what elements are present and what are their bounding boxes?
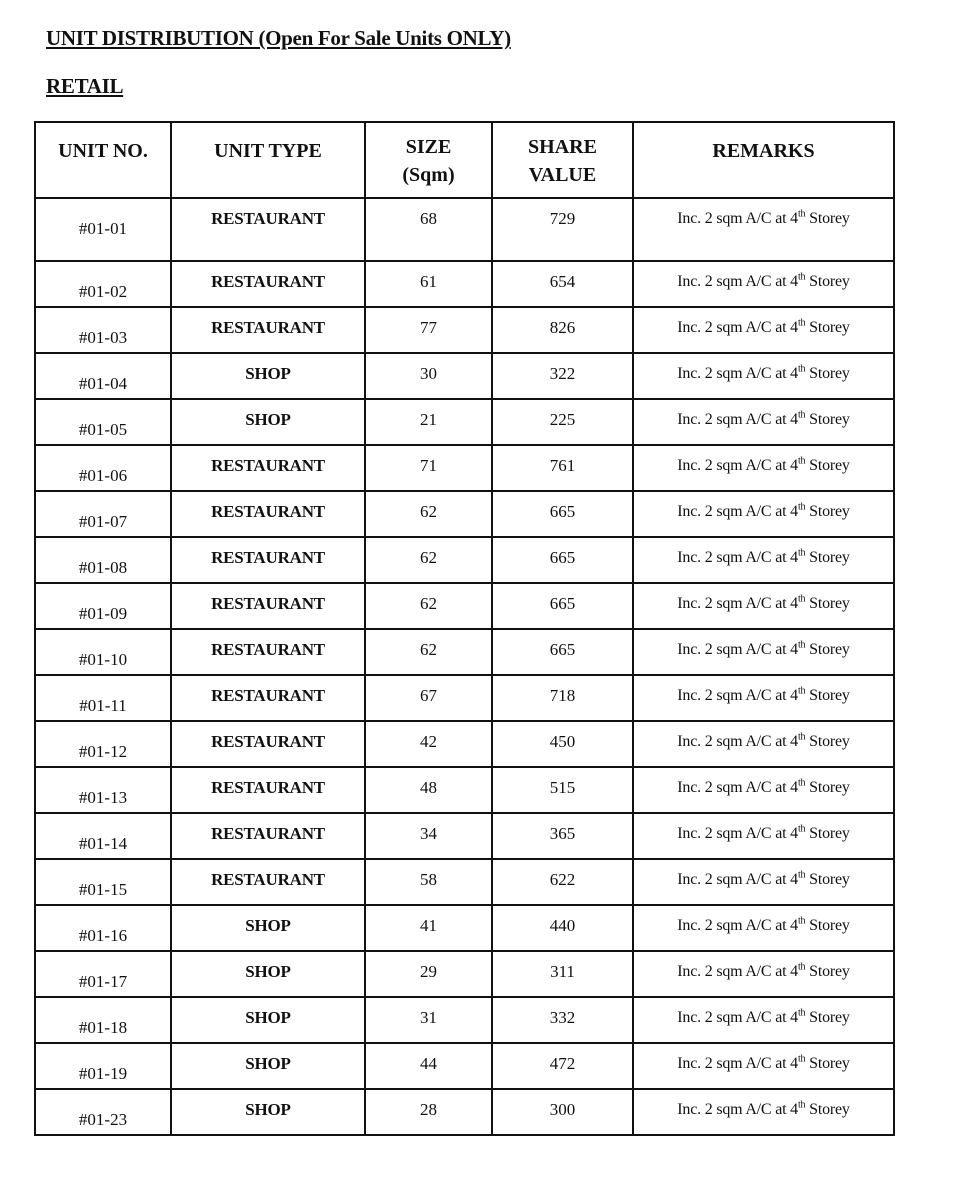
unit-type-cell-text: SHOP [245,1008,291,1027]
unit-no-cell-text: #01-23 [78,1110,128,1129]
unit-no-cell-text: #01-09 [78,604,128,623]
remarks-suffix: Storey [805,319,850,336]
size-cell [365,491,492,537]
unit-type-cell [171,905,365,951]
remarks-cell [633,951,894,997]
share-value-cell [492,813,633,859]
unit-no-cell [35,675,171,721]
unit-no-cell-text: #01-04 [78,374,128,393]
remarks-prefix: Inc. 2 sqm A/C at 4 [677,1055,798,1072]
share-value-cell-text: 665 [549,640,576,659]
remarks-prefix: Inc. 2 sqm A/C at 4 [677,319,798,336]
remarks-suffix: Storey [805,457,850,474]
share-value-cell [492,997,633,1043]
share-value-cell-text: 622 [549,870,576,889]
unit-no-cell-text: #01-16 [78,926,128,945]
remarks-prefix: Inc. 2 sqm A/C at 4 [677,365,798,382]
header-size [365,122,492,198]
size-cell [365,353,492,399]
remarks-prefix: Inc. 2 sqm A/C at 4 [677,779,798,796]
unit-no-cell [35,721,171,767]
unit-type-cell-text: SHOP [245,410,291,429]
remarks-cell-text [634,262,893,292]
share-value-cell-text: 311 [550,962,575,981]
header-remarks: REMARKS [633,122,894,198]
unit-no-cell-text: #01-08 [78,558,128,577]
unit-type-cell-text: SHOP [245,916,291,935]
unit-no-cell-text: #01-06 [78,466,128,485]
unit-no-cell-text: #01-14 [78,834,128,853]
share-value-cell [492,767,633,813]
size-cell-text: 29 [420,962,437,981]
remarks-prefix: Inc. 2 sqm A/C at 4 [677,273,798,290]
remarks-cell-text [634,814,893,844]
unit-no-cell [35,1089,171,1135]
share-value-cell [492,675,633,721]
remarks-cell-text [634,1044,893,1074]
remarks-cell [633,767,894,813]
remarks-superscript: th [797,915,806,927]
remarks-suffix: Storey [805,779,850,796]
remarks-prefix: Inc. 2 sqm A/C at 4 [677,210,798,227]
remarks-cell-text [634,952,893,982]
share-value-cell [492,1089,633,1135]
unit-no-cell [35,307,171,353]
share-value-cell-text: 654 [549,272,576,291]
remarks-cell-text [634,400,893,430]
remarks-suffix: Storey [805,411,850,428]
remarks-prefix: Inc. 2 sqm A/C at 4 [677,733,798,750]
remarks-suffix: Storey [805,871,850,888]
remarks-superscript: th [797,409,806,421]
unit-type-cell [171,767,365,813]
share-value-cell [492,1043,633,1089]
remarks-superscript: th [797,685,806,697]
remarks-cell [633,859,894,905]
remarks-cell [633,721,894,767]
size-cell-text: 67 [420,686,437,705]
size-cell-text: 21 [420,410,437,429]
unit-type-cell [171,859,365,905]
remarks-cell [633,1089,894,1135]
unit-no-cell-text: #01-17 [78,972,128,991]
unit-no-cell-text: #01-15 [78,880,128,899]
size-cell-text: 61 [420,272,437,291]
remarks-cell [633,261,894,307]
table-row [35,1043,894,1089]
unit-no-cell [35,353,171,399]
unit-no-cell [35,767,171,813]
share-value-cell [492,353,633,399]
table-row [35,629,894,675]
size-cell-text: 62 [420,594,437,613]
unit-type-cell-text: RESTAURANT [211,548,325,567]
remarks-superscript: th [797,208,806,220]
header-value-label: VALUE [528,164,597,186]
size-cell-text: 71 [420,456,437,475]
remarks-cell [633,813,894,859]
unit-type-cell-text: RESTAURANT [211,732,325,751]
share-value-cell-text: 300 [549,1100,576,1119]
table-body [35,198,894,1135]
share-value-cell [492,583,633,629]
share-value-cell-text: 826 [549,318,576,337]
remarks-prefix: Inc. 2 sqm A/C at 4 [677,595,798,612]
remarks-cell [633,307,894,353]
unit-type-cell-text: SHOP [245,364,291,383]
unit-type-cell [171,951,365,997]
unit-no-cell-text: #01-01 [78,219,128,238]
table-row [35,859,894,905]
table-row [35,353,894,399]
share-value-cell [492,629,633,675]
remarks-prefix: Inc. 2 sqm A/C at 4 [677,963,798,980]
size-cell [365,537,492,583]
share-value-cell [492,951,633,997]
table-header-row [35,122,894,198]
remarks-cell-text [634,1090,893,1120]
size-cell [365,997,492,1043]
unit-type-cell [171,537,365,583]
remarks-cell-text [634,446,893,476]
unit-no-cell-text: #01-07 [78,512,128,531]
remarks-suffix: Storey [805,917,850,934]
table-row [35,491,894,537]
share-value-cell-text: 665 [549,502,576,521]
remarks-prefix: Inc. 2 sqm A/C at 4 [677,549,798,566]
size-cell-text: 31 [420,1008,437,1027]
unit-type-cell [171,1089,365,1135]
size-cell-text: 77 [420,318,437,337]
table-row [35,261,894,307]
unit-type-cell [171,675,365,721]
unit-no-cell [35,583,171,629]
remarks-superscript: th [797,271,806,283]
size-cell-text: 42 [420,732,437,751]
unit-no-cell [35,951,171,997]
unit-no-cell [35,491,171,537]
table-row [35,1089,894,1135]
unit-no-cell [35,198,171,261]
remarks-superscript: th [797,1007,806,1019]
table-row [35,813,894,859]
size-cell [365,399,492,445]
table-row [35,675,894,721]
remarks-suffix: Storey [805,687,850,704]
unit-no-cell [35,445,171,491]
remarks-superscript: th [797,593,806,605]
remarks-cell [633,491,894,537]
share-value-cell-text: 665 [549,548,576,567]
remarks-cell-text [634,199,893,229]
remarks-prefix: Inc. 2 sqm A/C at 4 [677,687,798,704]
size-cell [365,859,492,905]
remarks-suffix: Storey [805,641,850,658]
unit-no-cell [35,813,171,859]
size-cell [365,767,492,813]
unit-type-cell-text: RESTAURANT [211,272,325,291]
remarks-cell-text [634,584,893,614]
remarks-prefix: Inc. 2 sqm A/C at 4 [677,1101,798,1118]
share-value-cell [492,261,633,307]
unit-type-cell [171,353,365,399]
remarks-cell [633,353,894,399]
size-cell-text: 44 [420,1054,437,1073]
table-row [35,951,894,997]
table-row [35,997,894,1043]
unit-type-cell-text: RESTAURANT [211,456,325,475]
remarks-cell-text [634,676,893,706]
size-cell [365,261,492,307]
header-unit-type: UNIT TYPE [171,122,365,198]
remarks-cell-text [634,998,893,1028]
unit-no-cell [35,399,171,445]
remarks-cell-text [634,906,893,936]
remarks-suffix: Storey [805,273,850,290]
size-cell [365,198,492,261]
remarks-prefix: Inc. 2 sqm A/C at 4 [677,641,798,658]
unit-type-cell-text: SHOP [245,1054,291,1073]
remarks-cell [633,905,894,951]
remarks-cell-text [634,308,893,338]
size-cell [365,1089,492,1135]
share-value-cell [492,859,633,905]
share-value-cell-text: 729 [549,209,576,228]
size-cell [365,583,492,629]
remarks-prefix: Inc. 2 sqm A/C at 4 [677,457,798,474]
table-row [35,583,894,629]
unit-type-cell [171,261,365,307]
unit-type-cell-text: RESTAURANT [211,778,325,797]
document-title: UNIT DISTRIBUTION (Open For Sale Units ONLY) [46,26,511,50]
share-value-cell-text: 450 [549,732,576,751]
remarks-cell-text [634,722,893,752]
table-row [35,445,894,491]
remarks-superscript: th [797,363,806,375]
unit-type-cell-text: SHOP [245,1100,291,1119]
remarks-superscript: th [797,961,806,973]
share-value-cell [492,721,633,767]
unit-no-cell-text: #01-10 [78,650,128,669]
remarks-suffix: Storey [805,733,850,750]
size-cell-text: 28 [420,1100,437,1119]
size-cell [365,307,492,353]
size-cell-text: 34 [420,824,437,843]
unit-no-cell-text: #01-13 [78,788,128,807]
remarks-superscript: th [797,639,806,651]
size-cell-text: 58 [420,870,437,889]
unit-no-cell [35,997,171,1043]
unit-no-cell [35,629,171,675]
remarks-suffix: Storey [805,595,850,612]
remarks-prefix: Inc. 2 sqm A/C at 4 [677,1009,798,1026]
remarks-suffix: Storey [805,1101,850,1118]
share-value-cell-text: 718 [549,686,576,705]
remarks-cell-text [634,860,893,890]
unit-type-cell [171,721,365,767]
unit-distribution-table [34,121,895,1136]
remarks-suffix: Storey [805,1055,850,1072]
remarks-prefix: Inc. 2 sqm A/C at 4 [677,825,798,842]
unit-type-cell [171,307,365,353]
remarks-suffix: Storey [805,1009,850,1026]
unit-type-cell-text: RESTAURANT [211,824,325,843]
remarks-suffix: Storey [805,549,850,566]
table-row [35,767,894,813]
header-size-unit: (Sqm) [402,164,455,186]
remarks-superscript: th [797,1053,806,1065]
unit-type-cell [171,583,365,629]
remarks-suffix: Storey [805,365,850,382]
size-cell [365,951,492,997]
remarks-cell-text [634,492,893,522]
unit-no-cell-text: #01-19 [78,1064,128,1083]
unit-type-cell [171,445,365,491]
table-row [35,307,894,353]
share-value-cell-text: 472 [549,1054,576,1073]
remarks-suffix: Storey [805,963,850,980]
unit-no-cell-text: #01-11 [79,696,127,715]
unit-type-cell-text: RESTAURANT [211,502,325,521]
header-size-label: SIZE [405,136,452,158]
unit-type-cell-text: SHOP [245,962,291,981]
table-row [35,905,894,951]
remarks-cell-text [634,538,893,568]
remarks-cell [633,629,894,675]
table-row [35,399,894,445]
size-cell-text: 62 [420,548,437,567]
remarks-cell [633,399,894,445]
unit-no-cell-text: #01-03 [78,328,128,347]
size-cell [365,905,492,951]
size-cell-text: 41 [420,916,437,935]
share-value-cell-text: 225 [549,410,576,429]
unit-type-cell [171,997,365,1043]
section-title-retail: RETAIL [46,74,124,98]
unit-no-cell-text: #01-02 [78,282,128,301]
header-share-value [492,122,633,198]
remarks-prefix: Inc. 2 sqm A/C at 4 [677,871,798,888]
unit-type-cell [171,399,365,445]
unit-no-cell-text: #01-12 [78,742,128,761]
size-cell [365,1043,492,1089]
remarks-cell [633,1043,894,1089]
remarks-prefix: Inc. 2 sqm A/C at 4 [677,411,798,428]
share-value-cell-text: 665 [549,594,576,613]
remarks-cell [633,583,894,629]
unit-no-cell-text: #01-05 [78,420,128,439]
share-value-cell-text: 332 [549,1008,576,1027]
size-cell-text: 68 [420,209,437,228]
unit-type-cell-text: RESTAURANT [211,686,325,705]
remarks-superscript: th [797,455,806,467]
remarks-cell-text [634,630,893,660]
remarks-cell [633,675,894,721]
unit-type-cell [171,491,365,537]
size-cell-text: 62 [420,640,437,659]
unit-no-cell [35,905,171,951]
remarks-cell-text [634,354,893,384]
remarks-superscript: th [797,317,806,329]
remarks-cell [633,537,894,583]
remarks-suffix: Storey [805,503,850,520]
unit-no-cell [35,1043,171,1089]
remarks-superscript: th [797,501,806,513]
unit-type-cell [171,198,365,261]
table-row [35,198,894,261]
header-unit-no: UNIT NO. [35,122,171,198]
unit-type-cell-text: RESTAURANT [211,870,325,889]
share-value-cell-text: 365 [549,824,576,843]
remarks-superscript: th [797,869,806,881]
unit-no-cell [35,261,171,307]
table-row [35,537,894,583]
remarks-prefix: Inc. 2 sqm A/C at 4 [677,503,798,520]
unit-type-cell [171,629,365,675]
remarks-suffix: Storey [805,210,850,227]
share-value-cell-text: 515 [549,778,576,797]
remarks-cell [633,198,894,261]
unit-type-cell [171,1043,365,1089]
share-value-cell [492,198,633,261]
unit-type-cell-text: RESTAURANT [211,209,325,228]
remarks-suffix: Storey [805,825,850,842]
remarks-prefix: Inc. 2 sqm A/C at 4 [677,917,798,934]
share-value-cell [492,491,633,537]
remarks-cell [633,445,894,491]
share-value-cell-text: 322 [549,364,576,383]
share-value-cell [492,537,633,583]
share-value-cell-text: 761 [549,456,576,475]
size-cell [365,813,492,859]
share-value-cell [492,905,633,951]
remarks-superscript: th [797,823,806,835]
table-row [35,721,894,767]
share-value-cell [492,445,633,491]
size-cell [365,629,492,675]
remarks-superscript: th [797,547,806,559]
size-cell-text: 30 [420,364,437,383]
remarks-cell [633,997,894,1043]
unit-no-cell [35,859,171,905]
unit-type-cell-text: RESTAURANT [211,318,325,337]
remarks-superscript: th [797,731,806,743]
size-cell-text: 62 [420,502,437,521]
remarks-cell-text [634,768,893,798]
size-cell [365,675,492,721]
unit-type-cell [171,813,365,859]
share-value-cell [492,399,633,445]
unit-no-cell-text: #01-18 [78,1018,128,1037]
size-cell [365,445,492,491]
share-value-cell-text: 440 [549,916,576,935]
unit-no-cell [35,537,171,583]
remarks-superscript: th [797,777,806,789]
unit-type-cell-text: RESTAURANT [211,640,325,659]
header-share-label: SHARE [528,136,597,158]
size-cell [365,721,492,767]
size-cell-text: 48 [420,778,437,797]
share-value-cell [492,307,633,353]
unit-type-cell-text: RESTAURANT [211,594,325,613]
remarks-superscript: th [797,1099,806,1111]
